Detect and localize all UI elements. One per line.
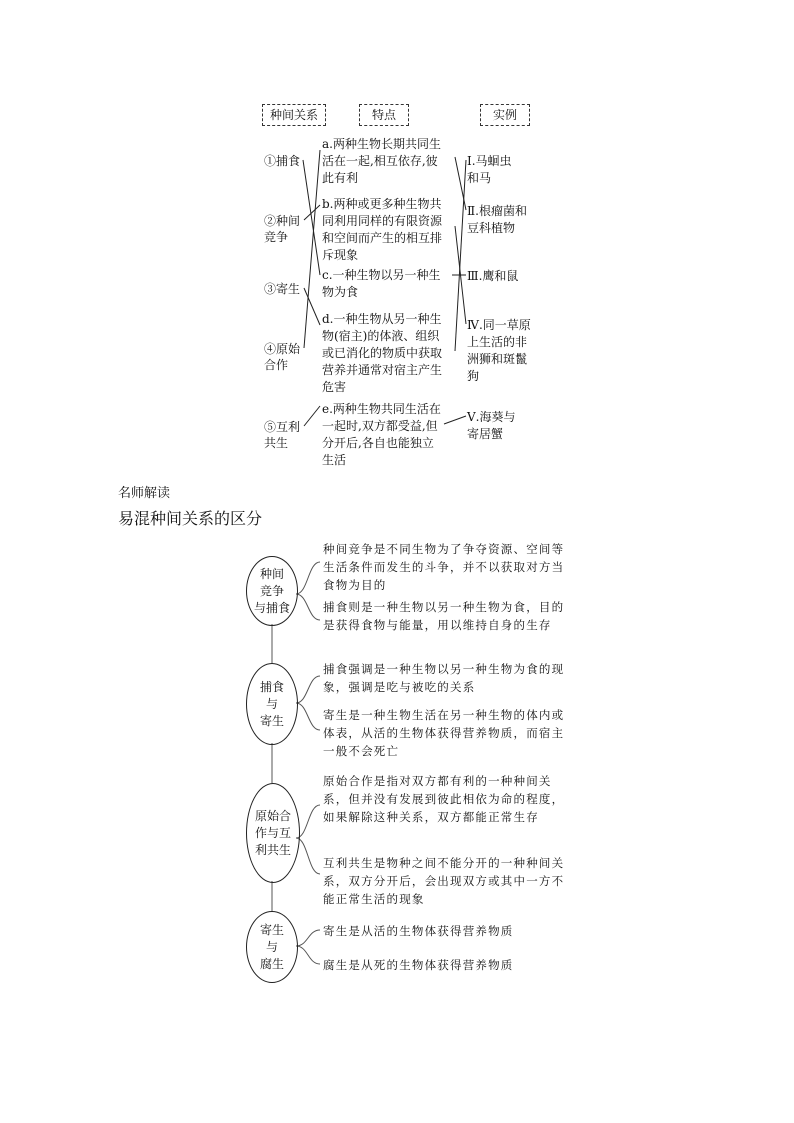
- example-5: Ⅴ.海葵与 寄居蟹: [467, 410, 516, 441]
- header-example: 实例: [480, 104, 530, 126]
- explanation-parasitism: 寄生是一种生物生活在另一种生物的体内或体表，从活的生物体获得营养物质，而宿主一般不会死亡: [323, 708, 565, 758]
- brace-2: [296, 676, 320, 730]
- example-3: Ⅲ.鹰和鼠: [467, 269, 519, 283]
- feature-e: e.两种生物共同生活在 一起时,双方都受益,但 分开后,各自也能独立 生活: [322, 402, 441, 467]
- section-label: 名师解读: [118, 486, 171, 501]
- explanation-mutualism: 互利共生是物种之间不能分开的一种种间关系，双方分开后，会出现双方或其中一方不能正常生活的现象: [323, 856, 565, 906]
- explanation-predation: 捕食则是一种生物以另一种生物为食，目的是获得食物与能量，用以维持自身的生存: [323, 600, 565, 632]
- feature-a: a.两种生物长期共同生 活在一起,相互依存,彼 此有利: [322, 137, 441, 185]
- feature-c: c.一种生物以另一种生 物为食: [322, 268, 441, 299]
- explanation-protocooperation: 原始合作是指对双方都有利的一种种间关系，但并没有发展到彼此相依为命的程度，如果解除这种关系，双方都能正常生存: [323, 774, 565, 824]
- node-predation-parasitism: 捕食 与 寄生: [246, 663, 298, 745]
- explanation-parasitism-2: 寄生是从活的生物体获得营养物质: [323, 924, 514, 938]
- example-2: Ⅱ.根瘤菌和 豆科植物: [467, 204, 527, 235]
- brace-4: [296, 930, 320, 964]
- brace-1: [296, 562, 320, 620]
- section-title: 易混种间关系的区分: [118, 509, 263, 528]
- feature-d: d.一种生物从另一种生 物(宿主)的体液、组织 或已消化的物质中获取 营养并通常对宿主产生 危害: [322, 312, 443, 394]
- node-parasitism-saprophytism: 寄生 与 腐生: [246, 911, 298, 983]
- relation-4: ④原始 合作: [264, 342, 301, 372]
- header-feature: 特点: [359, 104, 409, 126]
- node-protocooperation-mutualism: 原始合 作与互 利共生: [246, 783, 300, 883]
- example-1: Ⅰ.马蛔虫 和马: [467, 154, 512, 185]
- explanation-competition: 种间竞争是不同生物为了争夺资源、空间等生活条件而发生的斗争，并不以获取对方当食物为目的: [323, 542, 565, 592]
- example-4: Ⅳ.同一草原 上生活的非 洲狮和斑鬣 狗: [467, 318, 531, 383]
- relation-2: ②种间 竞争: [264, 214, 301, 244]
- relation-5: ⑤互利 共生: [264, 420, 301, 450]
- explanation-saprophytism: 腐生是从死的生物体获得营养物质: [323, 958, 514, 972]
- header-relation: 种间关系: [262, 104, 326, 126]
- feature-b: b.两种或更多种生物共 同利用同样的有限资源 和空间而产生的相互排 斥现象: [322, 197, 443, 262]
- explanation-predation-2: 捕食强调是一种生物以另一种生物为食的现象，强调是吃与被吃的关系: [323, 662, 565, 694]
- relation-3: ③寄生: [264, 282, 301, 296]
- node-competition-predation: 种间 竞争 与捕食: [246, 556, 298, 626]
- relation-1: ①捕食: [264, 154, 301, 168]
